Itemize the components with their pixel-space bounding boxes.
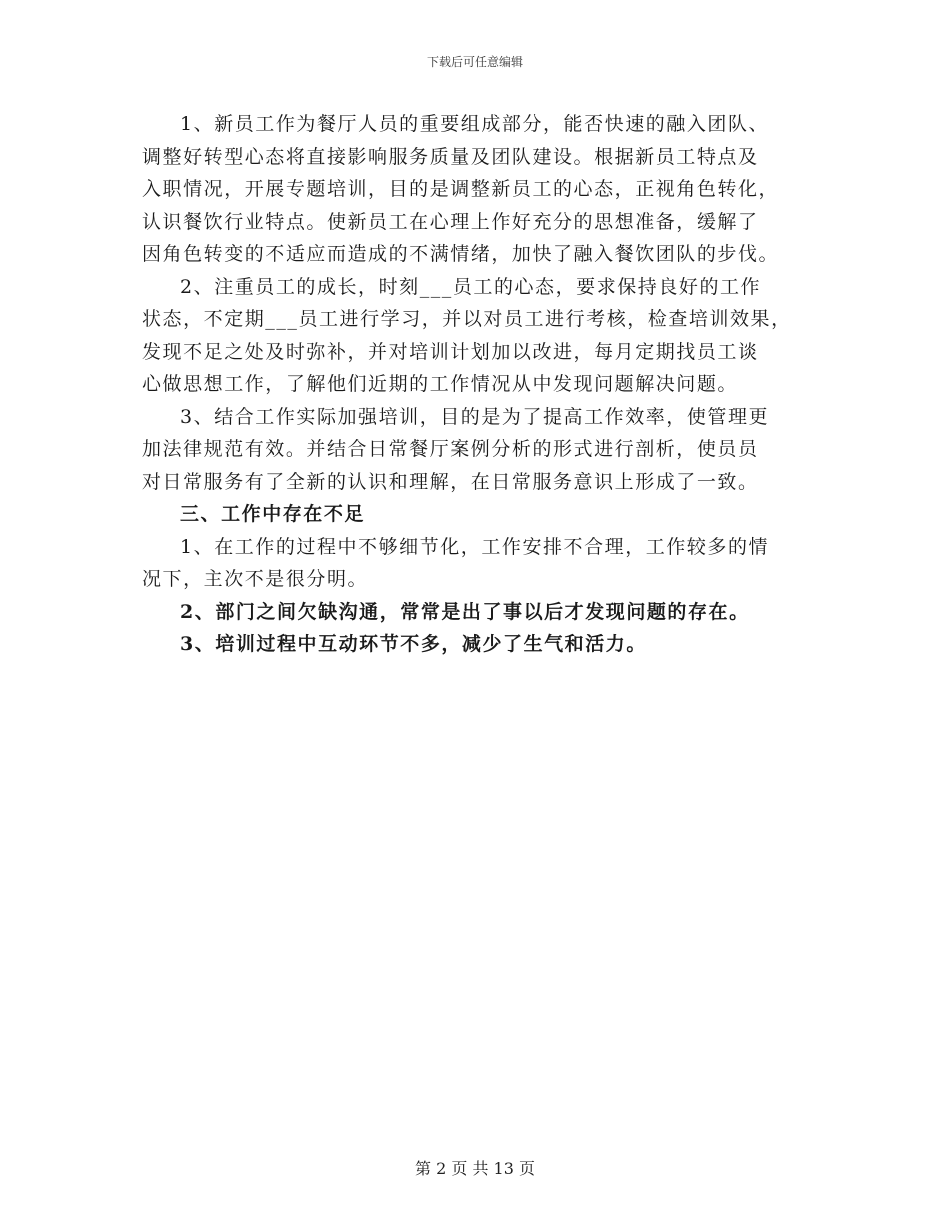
paragraph-2 [142,271,822,401]
issue-item-1-line: 况下，主次不是很分明。 [142,568,369,590]
issue-item-2: 2、部门之间欠缺沟通，常常是出了事以后才发现问题的存在。 [180,600,750,623]
document-body [142,108,822,661]
paragraph-line: 状态，不定期___员工进行学习，并以对员工进行考核，检查培训效果， [142,308,792,330]
section-heading: 三、工作中存在不足 [180,503,365,525]
paragraph-line: 1、新员工作为餐厅人员的重要组成部分，能否快速的融入团队、 [180,113,770,135]
paragraph-line: 3、结合工作实际加强培训，目的是为了提高工作效率，使管理更 [180,405,770,428]
paragraph-line: 心做思想工作，了解他们近期的工作情况从中发现问题解决问题。 [142,373,738,395]
paragraph-line: 因角色转变的不适应而造成的不满情绪，加快了融入餐饮团队的步伐。 [142,243,780,265]
section-3 [142,498,822,661]
paragraph-line: 发现不足之处及时弥补，并对培训计划加以改进，每月定期找员工谈 [142,340,759,363]
paragraph-line: 认识餐饮行业特点。使新员工在心理上作好充分的思想准备，缓解了 [142,210,759,233]
page-header-note: 下载后可任意编辑 [426,55,523,69]
paragraph-3 [142,401,822,499]
paragraph-line: 调整好转型心态将直接影响服务质量及团队建设。根据新员工特点及 [142,145,759,168]
page-number: 第 2 页 共 13 页 [415,1159,535,1178]
paragraph-line: 加法律规范有效。并结合日常餐厅案例分析的形式进行剖析，使员员 [142,438,759,460]
paragraph-line: 入职情况，开展专题培训，目的是调整新员工的心态，正视角色转化， [142,178,780,200]
issue-item-3: 3、培训过程中互动环节不多，减少了生气和活力。 [180,633,647,655]
paragraph-line: 2、注重员工的成长，时刻___员工的心态，要求保持良好的工作 [180,275,762,298]
issue-item-1-line: 1、在工作的过程中不够细节化，工作安排不合理，工作较多的情 [180,535,770,558]
paragraph-line: 对日常服务有了全新的认识和理解，在日常服务意识上形成了一致。 [142,470,759,493]
paragraph-1 [142,108,822,271]
